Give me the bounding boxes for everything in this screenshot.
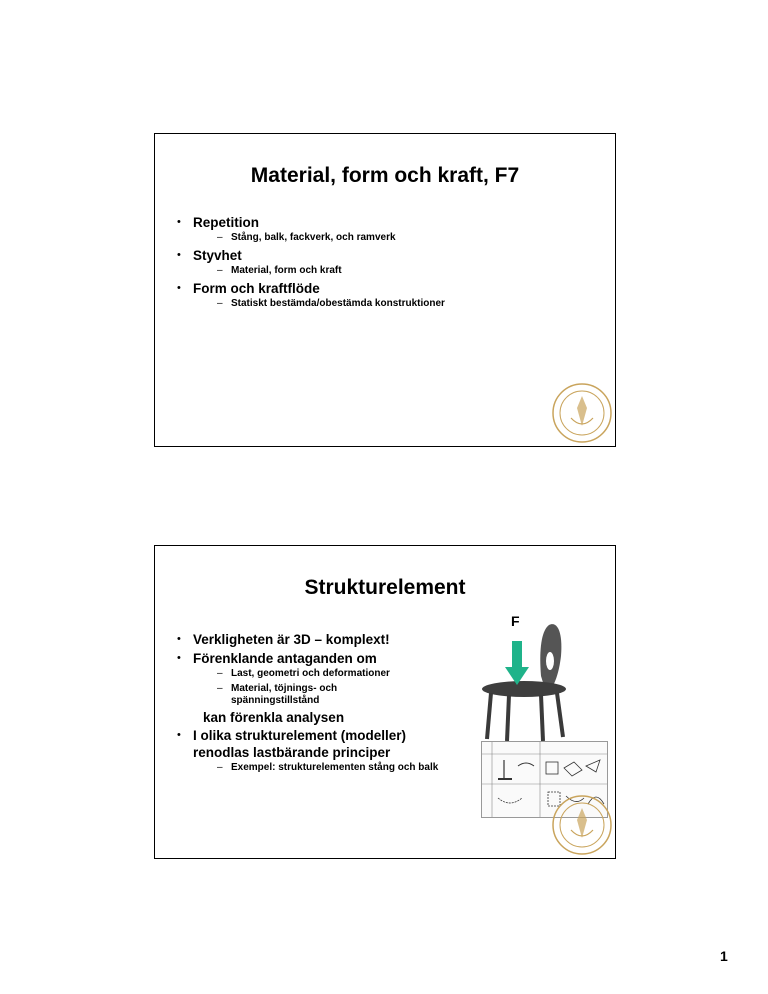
bullet-item: • Repetition <box>177 214 445 231</box>
bullet-item: • Form och kraftflöde <box>177 280 445 297</box>
bullet-item: • I olika strukturelement (modeller) renodlas lastbärande principer <box>177 727 463 761</box>
sub-bullet-item: – Exempel: strukturelementen stång och balk <box>177 762 441 774</box>
slide-title: Strukturelement <box>304 576 466 599</box>
sub-bullet-item: – Material, töjnings- och spänningstillstånd <box>177 683 391 707</box>
force-label: F <box>511 613 520 629</box>
chair-image <box>479 621 574 741</box>
university-seal-icon <box>551 794 613 856</box>
sub-bullet-item: – Statiskt bestämda/obestämda konstruktioner <box>177 298 445 310</box>
bullet-list <box>177 631 477 777</box>
slide-title: Material, form och kraft, F7 <box>250 164 520 187</box>
bullet-item: • Styvhet <box>177 247 445 264</box>
sub-bullet-item: – Last, geometri och deformationer <box>177 668 477 680</box>
slide-2 <box>154 545 616 859</box>
bullet-item: • Verkligheten är 3D – komplext! <box>177 631 477 648</box>
bullet-item: • Förenklande antaganden om <box>177 650 477 667</box>
page-number: 1 <box>720 948 728 964</box>
sub-bullet-item: – Stång, balk, fackverk, och ramverk <box>177 232 445 244</box>
plain-line: kan förenkla analysen <box>203 710 345 725</box>
sub-bullet-item: – Material, form och kraft <box>177 265 445 277</box>
slide-1 <box>154 133 616 447</box>
bullet-list <box>177 214 445 313</box>
university-seal-icon <box>551 382 613 444</box>
